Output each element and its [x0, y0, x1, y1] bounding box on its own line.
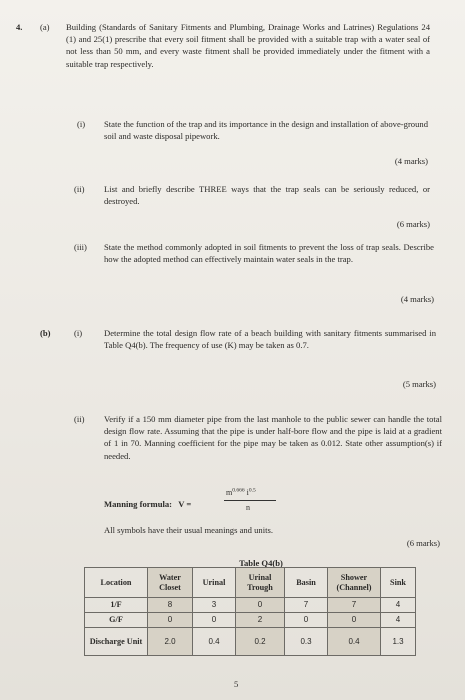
formula-name: Manning formula: — [104, 499, 173, 509]
a-item-text: State the method commonly adopted in soil fitments to prevent the loss of trap seals. Describe how the adopted method can effectively maintain water seals in the trap. — [104, 242, 434, 265]
question-number: 4. — [16, 22, 23, 32]
header-shower: Shower (Channel) — [328, 568, 381, 598]
fitments-table — [84, 567, 416, 656]
b-item-marks: (5 marks) — [402, 379, 436, 389]
b-item-marks: (6 marks) — [406, 538, 440, 548]
fraction-bar — [224, 500, 276, 501]
a-item-marks: (4 marks) — [394, 156, 428, 166]
table-cell: 2.0 — [148, 628, 193, 656]
table-cell: 0.4 — [193, 628, 236, 656]
table-header-row — [85, 568, 416, 598]
formula-numerator: $m^{0.666}$ $i^{0.5}$ — [226, 487, 256, 497]
table-cell: 7 — [285, 598, 328, 613]
a-item-label: (iii) — [74, 242, 87, 252]
table-cell: 2 — [236, 613, 285, 628]
a-item-text: State the function of the trap and its importance in the design and installation of above-ground soil and waste disposal pipework. — [104, 119, 428, 142]
table-cell: 3 — [193, 598, 236, 613]
row-label: Discharge Unit — [85, 628, 148, 656]
table-cell: 0 — [193, 613, 236, 628]
b-item-label: (ii) — [74, 414, 85, 424]
table-caption: Table Q4(b) — [239, 558, 283, 568]
header-location: Location — [85, 568, 148, 598]
table-cell: 4 — [381, 598, 416, 613]
table-cell: 1.3 — [381, 628, 416, 656]
header-urinal: Urinal — [193, 568, 236, 598]
table-row — [85, 613, 416, 628]
formula-label — [104, 498, 191, 510]
table-cell: 0.4 — [328, 628, 381, 656]
table-cell: 7 — [328, 598, 381, 613]
header-urinal-trough: Urinal Trough — [236, 568, 285, 598]
table-cell: 0 — [236, 598, 285, 613]
table-cell: 0 — [285, 613, 328, 628]
a-item-label: (i) — [77, 119, 86, 129]
symbols-note: All symbols have their usual meanings and units. — [104, 525, 273, 535]
table-cell: 0 — [148, 613, 193, 628]
b-item-text: Verify if a 150 mm diameter pipe from the last manhole to the public sewer can handle the total design flow rate. Assuming that the pipe is under half-bore flow and the pipe is laid at a gradient of 1 in 70. Manning coefficient for the pipe may be taken as 0.012. State other assumption(s) if needed. — [104, 414, 442, 461]
part-a-label: (a) — [40, 22, 50, 32]
page-number: 5 — [234, 679, 239, 689]
row-label: G/F — [85, 613, 148, 628]
header-sink: Sink — [381, 568, 416, 598]
formula-denominator: n — [246, 503, 250, 512]
table-cell: 8 — [148, 598, 193, 613]
a-item-text: List and briefly describe THREE ways that the trap seals can be seriously reduced, or destroyed. — [104, 184, 430, 207]
header-water-closet: Water Closet — [148, 568, 193, 598]
row-label: 1/F — [85, 598, 148, 613]
table-cell: 0.2 — [236, 628, 285, 656]
formula-lhs: V = — [178, 499, 192, 509]
table-row — [85, 598, 416, 613]
table-cell: 4 — [381, 613, 416, 628]
part-a-intro: Building (Standards of Sanitary Fitments and Plumbing, Drainage Works and Latrines) Regulations 24 (1) and 25(1) prescribe that every soil fitment shall be provided with a suitable trap with a water seal of not less than 50 mm, and every waste fitment shall be provided immediately under the fitment with a suitable trap respectively. — [66, 22, 430, 69]
a-item-marks: (6 marks) — [396, 219, 430, 229]
table-cell: 0.3 — [285, 628, 328, 656]
table-row — [85, 628, 416, 656]
header-basin: Basin — [285, 568, 328, 598]
b-item-text: Determine the total design flow rate of a beach building with sanitary fitments summarised in Table Q4(b). The frequency of use (K) may be taken as 0.7. — [104, 328, 436, 351]
a-item-marks: (4 marks) — [400, 294, 434, 304]
a-item-label: (ii) — [74, 184, 85, 194]
table-cell: 0 — [328, 613, 381, 628]
b-item-label: (i) — [74, 328, 83, 338]
part-b-label: (b) — [40, 328, 51, 338]
fitments-table-wrapper — [84, 567, 416, 656]
